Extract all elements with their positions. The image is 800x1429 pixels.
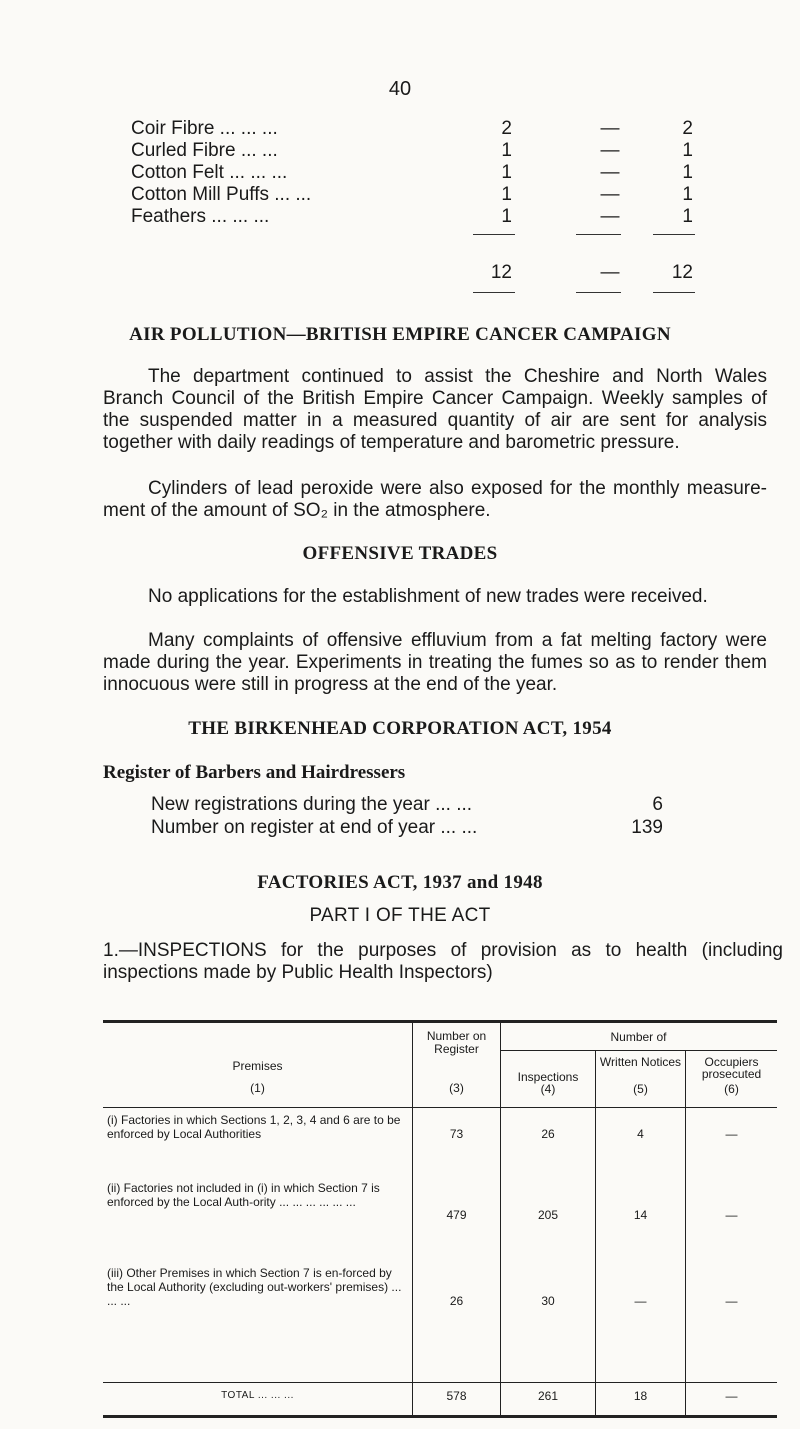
register-value: 6 (652, 794, 663, 815)
item-value-c: 1 (682, 184, 693, 205)
section-heading: AIR POLLUTION—BRITISH EMPIRE CANCER CAMPAIGN (129, 324, 671, 345)
column-rule (685, 1050, 686, 1415)
register-label: New registrations during the year ... ... (151, 794, 473, 815)
page-number: 40 (388, 78, 412, 100)
register-value: 139 (631, 817, 663, 838)
item-label: Feathers ... ... ... (131, 206, 270, 227)
divider (473, 292, 515, 293)
subheading: Register of Barbers and Hairdressers (103, 762, 406, 783)
divider (576, 234, 621, 235)
section-heading: OFFENSIVE TRADES (302, 543, 498, 564)
table-cell-occupiers: — (725, 1127, 738, 1141)
section-subheading: PART I OF THE ACT (309, 905, 491, 926)
item-value-b: — (600, 140, 620, 161)
register-row (151, 817, 711, 839)
paragraph: Many complaints of offensive effluvium from a fat melting factory were made during the year. Experiments in treating the fumes so as to render them innocuous were still in progress at the end of the year. (103, 630, 767, 695)
divider (473, 234, 515, 235)
section-heading: FACTORIES ACT, 1937 and 1948 (257, 872, 543, 893)
item-value-b: — (600, 184, 620, 205)
item-value-a: 1 (501, 206, 512, 227)
header-register: Number on Register (426, 1029, 487, 1056)
divider (576, 292, 621, 293)
total-value-c: 12 (671, 262, 693, 283)
total-value-b: — (600, 262, 620, 283)
table-total-notices: 18 (633, 1389, 648, 1403)
table-cell-notices: 14 (633, 1208, 648, 1222)
table-cell-inspections: 205 (537, 1208, 559, 1222)
header-number-of: Number of (610, 1030, 667, 1044)
table-bottom-rule (103, 1415, 777, 1418)
inspections-table (103, 1020, 777, 1403)
paragraph: The department continued to assist the Cheshire and North Wales Branch Council of the British Empire Cancer Campaign. Weekly samples of the suspended matter in a measured quantity of air are sent for analysis together with daily readings of temperature and barometric pressure. (103, 366, 767, 453)
list-item (131, 162, 731, 184)
item-value-a: 2 (501, 118, 512, 139)
register-label: Number on register at end of year ... ... (151, 817, 478, 838)
item-label: Coir Fibre ... ... ... (131, 118, 278, 139)
header-rule (103, 1107, 777, 1108)
item-label: Cotton Felt ... ... ... (131, 162, 288, 183)
divider (653, 292, 695, 293)
total-value-a: 12 (490, 262, 512, 283)
list-item (131, 118, 731, 140)
table-total-label: TOTAL ... ... ... (221, 1390, 294, 1401)
item-value-a: 1 (501, 162, 512, 183)
item-value-b: — (600, 162, 620, 183)
fibre-list (131, 118, 731, 228)
table-total-occupiers: — (725, 1389, 738, 1403)
header-register-num: (3) (449, 1081, 464, 1095)
header-notices-num: (5) (633, 1082, 648, 1096)
item-value-a: 1 (501, 184, 512, 205)
item-value-b: — (600, 118, 620, 139)
item-value-c: 1 (682, 140, 693, 161)
item-label: Cotton Mill Puffs ... ... (131, 184, 312, 205)
item-label: Curled Fibre ... ... (131, 140, 278, 161)
table-cell-occupiers: — (725, 1208, 738, 1222)
table-row-premises: (ii) Factories not included in (i) in which Section 7 is enforced by the Local Auth-ority ... ... ... ... ... ... (107, 1181, 380, 1209)
header-notices: Written Notices (599, 1055, 682, 1069)
list-item (131, 206, 731, 228)
table-cell-notices: 4 (637, 1127, 644, 1141)
table-cell-inspections: 30 (541, 1294, 555, 1308)
table-total-register: 578 (446, 1389, 467, 1403)
column-rule (595, 1050, 596, 1415)
table-row-premises: (i) Factories in which Sections 1, 2, 3, 4 and 6 are to be enforced by Local Authorities (107, 1113, 401, 1141)
table-cell-register: 479 (446, 1208, 467, 1222)
header-occupiers-num: (6) (724, 1082, 739, 1096)
list-total (131, 262, 731, 284)
header-premises: Premises (232, 1059, 283, 1073)
item-value-c: 1 (682, 206, 693, 227)
table-top-rule (103, 1020, 777, 1023)
header-inspections-num: (4) (540, 1082, 556, 1096)
total-rule (103, 1382, 777, 1383)
table-cell-register: 73 (449, 1127, 464, 1141)
table-cell-occupiers: — (725, 1294, 738, 1308)
intro-paragraph: 1.—INSPECTIONS for the purposes of provision as to health (including inspections made by Public Health Inspectors) (103, 940, 783, 983)
list-item (131, 184, 731, 206)
table-total-inspections: 261 (537, 1389, 559, 1403)
header-rule (500, 1050, 777, 1051)
header-occupiers: Occupiers prosecuted (701, 1055, 762, 1081)
list-item (131, 140, 731, 162)
item-value-b: — (600, 206, 620, 227)
item-value-a: 1 (501, 140, 512, 161)
table-row-premises: (iii) Other Premises in which Section 7 is en-forced by the Local Authority (excluding out-workers' premises) ... ... ... (107, 1266, 402, 1308)
table-cell-inspections: 26 (541, 1127, 555, 1141)
section-heading: THE BIRKENHEAD CORPORATION ACT, 1954 (188, 718, 612, 739)
item-value-c: 2 (682, 118, 693, 139)
table-cell-notices: — (634, 1294, 647, 1308)
paragraph: No applications for the establishment of new trades were received. (148, 586, 708, 607)
header-inspections: Inspections (517, 1070, 579, 1084)
register-row (151, 794, 711, 816)
table-cell-register: 26 (449, 1294, 464, 1308)
paragraph: Cylinders of lead peroxide were also exposed for the monthly measure-ment of the amount of SO₂ in the atmosphere. (103, 478, 767, 521)
header-premises-num: (1) (250, 1081, 265, 1095)
divider (653, 234, 695, 235)
item-value-c: 1 (682, 162, 693, 183)
